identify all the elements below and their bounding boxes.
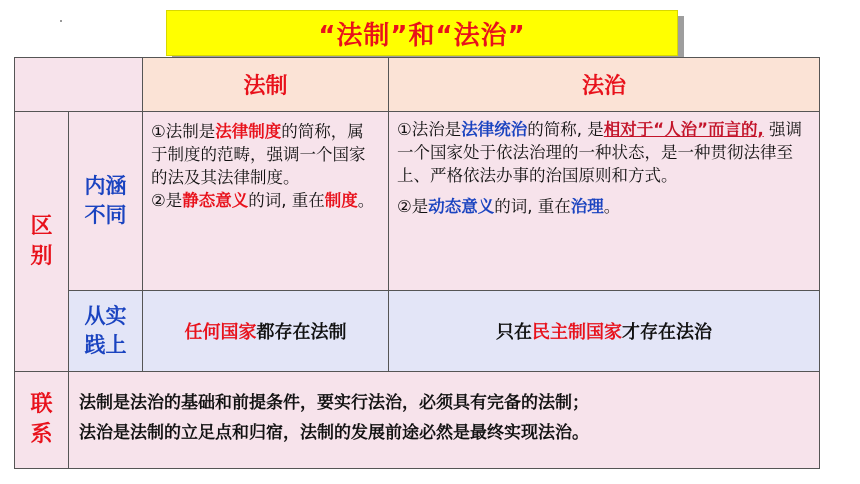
- keyword-highlight: 静态意义: [182, 191, 249, 210]
- neihan-fazhi-zhili-cell: [388, 111, 820, 291]
- text-segment: 。: [357, 191, 375, 210]
- header-fazhi-zhidu: 法制: [142, 57, 389, 112]
- shijian-fazhi-zhidu-cell: [142, 290, 389, 372]
- row-label-lianxi: [14, 371, 69, 469]
- header-fazhi-zhili: 法治: [388, 57, 820, 112]
- keyword-highlight: 法律统治: [461, 120, 528, 139]
- decorative-dot: [60, 20, 62, 22]
- keyword-underlined: 相对于“人治”而言的,: [603, 120, 764, 139]
- row-label-shijian-line2: 践上: [84, 333, 127, 357]
- keyword-highlight: 民主制国家: [532, 322, 622, 343]
- title-banner: [166, 10, 678, 56]
- neihan-fazhi-zhili-para1: [397, 118, 811, 187]
- text-segment: ②是: [397, 197, 429, 216]
- row-label-neihan-line2: 不同: [84, 203, 127, 227]
- text-segment: 的词, 重在: [494, 197, 571, 216]
- text-segment: 。: [603, 197, 621, 216]
- text-segment: 强调一个国家处于依法治理的一种状态，是一种贯彻法律至上、严格依法办事的治国原则和方式。: [397, 120, 803, 185]
- page-title: “法制”和“法治”: [318, 20, 526, 51]
- text-segment: 的简称, 是: [527, 120, 604, 139]
- row-label-difference-line1: 区: [30, 213, 53, 239]
- text-segment: 的简称，属于制度的范畴，强调一个国家的法及其法律制度。: [151, 122, 366, 187]
- comparison-table: [14, 57, 820, 469]
- text-segment: ①法制是: [151, 122, 216, 141]
- row-label-shijian-line1: 从实: [84, 304, 127, 328]
- row-label-neihan: [68, 111, 143, 291]
- row-label-difference-line2: 别: [30, 243, 53, 269]
- text-segment: 只在: [496, 322, 532, 343]
- row-label-lianxi-line2: 系: [30, 422, 53, 447]
- lianxi-cell: [68, 371, 820, 469]
- keyword-highlight: 治理: [570, 197, 604, 216]
- keyword-highlight: 动态意义: [428, 197, 495, 216]
- text-segment: 都存在法制: [256, 322, 347, 343]
- header-corner-cell: [14, 57, 143, 112]
- lianxi-line1: 法制是法治的基础和前提条件，要实行法治，必须具有完备的法制；: [79, 393, 589, 413]
- row-label-lianxi-line1: 联: [30, 392, 53, 417]
- lianxi-line2: 法治是法制的立足点和归宿，法制的发展前途必然是最终实现法治。: [79, 423, 589, 443]
- text-segment: ②是: [151, 191, 183, 210]
- neihan-fazhi-zhidu-para2: [151, 189, 380, 212]
- keyword-highlight: 制度: [324, 191, 358, 210]
- shijian-fazhi-zhili-cell: [388, 290, 820, 372]
- text-segment: 的词, 重在: [248, 191, 325, 210]
- row-label-difference: [14, 111, 69, 372]
- neihan-fazhi-zhili-para2: [397, 195, 811, 218]
- neihan-fazhi-zhidu-cell: [142, 111, 389, 291]
- keyword-highlight: 任何国家: [184, 322, 257, 343]
- text-segment: 才存在法治: [622, 322, 712, 343]
- keyword-highlight: 法律制度: [215, 122, 282, 141]
- row-label-shijian: [68, 290, 143, 372]
- text-segment: ①法治是: [397, 120, 462, 139]
- row-label-neihan-line1: 内涵: [84, 174, 127, 198]
- neihan-fazhi-zhidu-para1: [151, 120, 380, 189]
